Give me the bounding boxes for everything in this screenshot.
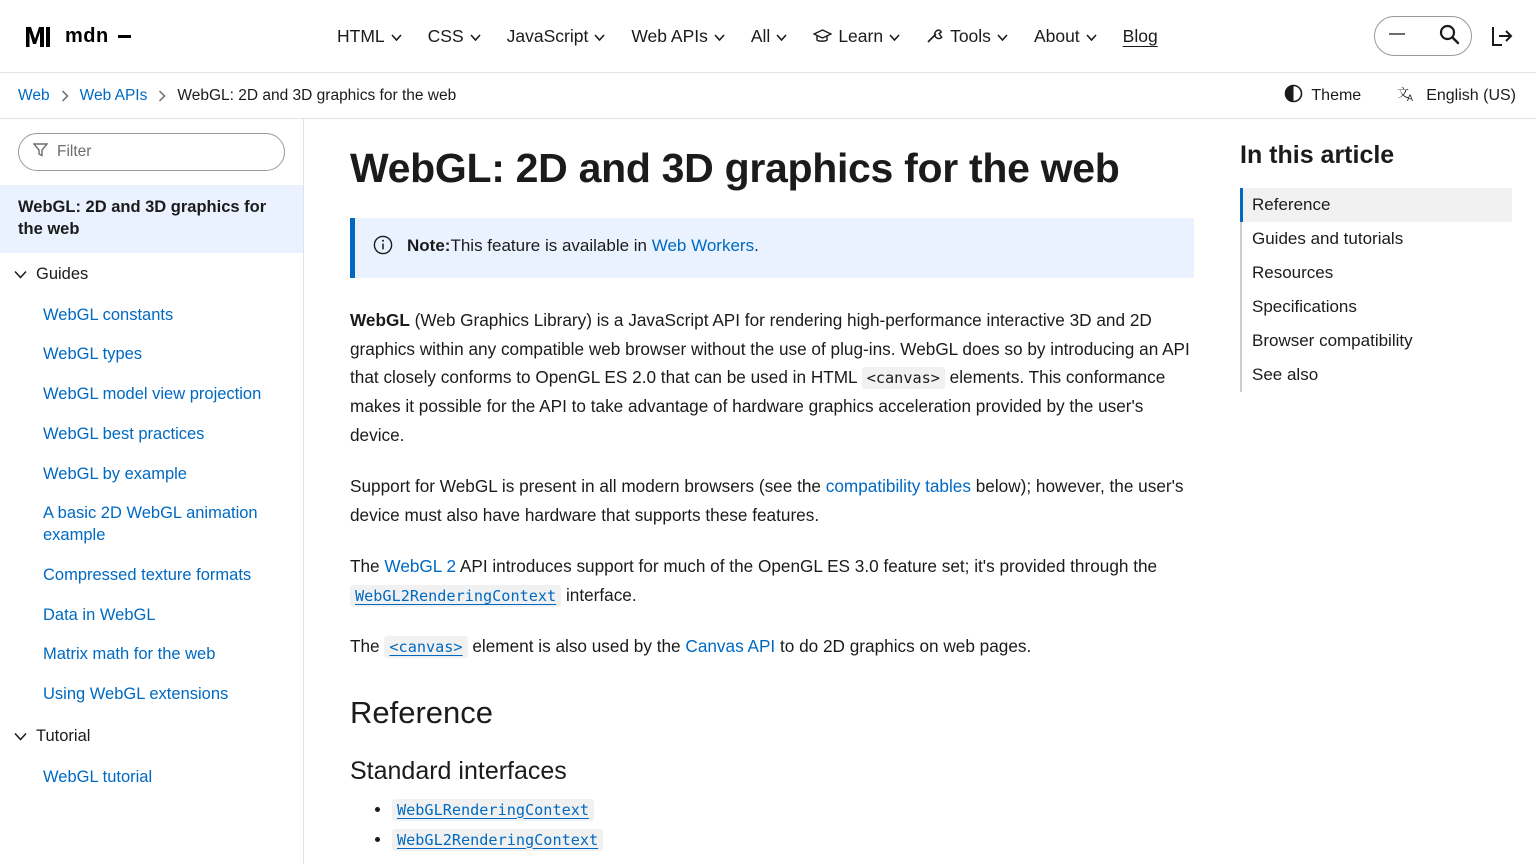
nav-item-about[interactable] [1034,26,1097,47]
sidebar-item-basic-2d-webgl-animation-example[interactable]: A basic 2D WebGL animation example [43,504,258,545]
chevron-down-icon [14,265,27,284]
sidebar-item-data-in-webgl[interactable]: Data in WebGL [43,605,156,624]
nav-label: Blog [1122,25,1158,46]
sidebar-item-webgl-by-example[interactable]: WebGL by example [43,464,187,483]
nav-label: Tools [950,25,991,46]
paragraph-canvas-part3: to do 2D graphics on web pages. [775,635,1032,656]
codelink-webgl2renderingcontext[interactable]: WebGL2RenderingContext [350,585,561,607]
sidebar-filter-placeholder: Filter [57,143,92,160]
sidebar-section-label: Tutorial [36,726,91,745]
nav-label: HTML [337,25,385,46]
info-icon [373,235,393,263]
translate-icon [1397,84,1418,108]
top-bar-actions [1374,16,1516,56]
chevron-down-icon [714,34,725,41]
theme-icon [1284,84,1303,108]
filter-icon [33,142,48,162]
toc-list [1240,188,1512,392]
sidebar-section-tutorial[interactable] [0,715,303,758]
codelink-webglrenderingcontext[interactable]: WebGLRenderingContext [392,799,594,821]
link-canvas-api[interactable]: Canvas API [685,635,776,656]
codelink-webgl2renderingcontext-list[interactable]: WebGL2RenderingContext [392,829,603,851]
main-menu [121,26,1374,47]
language-label: English (US) [1426,86,1516,104]
toc-item-guides-and-tutorials[interactable]: Guides and tutorials [1252,229,1404,248]
heading-standard-interfaces: Standard interfaces [350,756,567,785]
chevron-down-icon [470,34,481,41]
nav-item-learn[interactable] [813,26,900,47]
page-title: WebGL: 2D and 3D graphics for the web [350,145,1120,191]
sidebar-filter-wrapper [0,133,303,185]
paragraph-intro [350,306,1194,450]
paragraph-canvas [350,632,1194,661]
nav-item-css[interactable] [428,26,481,47]
search-icon [1437,22,1461,51]
svg-text:A: A [1407,92,1414,103]
chevron-right-icon [61,90,69,102]
nav-label: All [750,25,771,46]
list-item [392,830,1194,850]
chevron-down-icon [14,727,27,746]
link-compatibility-tables[interactable]: compatibility tables [825,476,971,497]
sidebar-item-compressed-texture-formats[interactable]: Compressed texture formats [43,565,252,584]
paragraph-canvas-part2: element is also used by the [467,635,686,656]
nav-item-web-apis[interactable] [631,26,725,47]
nav-item-blog[interactable] [1123,26,1158,47]
nav-label: JavaScript [506,25,589,46]
paragraph-support [350,472,1194,530]
interface-list [350,800,1194,850]
mdn-logo-text: mdn [65,24,109,47]
search-shortcut-hint [1389,33,1405,35]
link-webgl-2[interactable]: WebGL 2 [384,555,457,576]
nav-label: Learn [838,25,884,46]
toc-item-browser-compatibility[interactable]: Browser compatibility [1252,331,1413,350]
language-switcher[interactable] [1397,84,1516,108]
note-label: Note: [407,236,451,256]
chevron-down-icon [391,34,402,41]
theme-switcher[interactable] [1284,84,1361,108]
sidebar-item-webgl-tutorial[interactable]: WebGL tutorial [43,767,153,786]
list-item [392,800,1194,820]
breadcrumb-item-web[interactable]: Web [18,86,50,104]
search-input[interactable] [1374,16,1472,56]
top-navigation-bar [0,0,1536,73]
paragraph-webgl2-part3: interface. [561,584,637,605]
nav-item-all[interactable] [751,26,787,47]
graduation-cap-icon [813,29,832,44]
page-body [0,119,1536,864]
chevron-down-icon [1086,34,1097,41]
note-text-after: . [754,236,759,256]
table-of-contents [1240,119,1536,864]
chevron-right-icon [158,90,166,102]
chevron-down-icon [594,34,605,41]
sidebar-section-label: Guides [36,264,89,283]
sidebar-item-webgl-types[interactable]: WebGL types [43,345,143,364]
paragraph-intro-part1: (Web Graphics Library) is a JavaScript API for rendering high-performance interactive 3D and 2D graphics within any compatible web browser without the use of plug-ins. WebGL does so by introducing an API that closely conforms to OpenGL ES 2.0 that can be used in HTML [350,309,1190,388]
sidebar-item-using-webgl-extensions[interactable]: Using WebGL extensions [43,685,229,704]
note-link-web-workers[interactable]: Web Workers [651,236,755,256]
breadcrumb [18,87,456,105]
sidebar-section-guides[interactable] [0,253,303,296]
nav-label: Web APIs [631,25,708,46]
theme-label: Theme [1311,86,1362,104]
sidebar-item-matrix-math-for-the-web[interactable]: Matrix math for the web [43,645,216,664]
chevron-down-icon [776,34,787,41]
sidebar-item-webgl-constants[interactable]: WebGL constants [43,305,174,324]
mdn-logo[interactable] [20,23,131,49]
toc-item-resources[interactable]: Resources [1252,263,1334,282]
paragraph-canvas-part1: The [350,635,385,656]
paragraph-intro-bold: WebGL [350,309,410,330]
breadcrumb-item-web-apis[interactable]: Web APIs [79,86,148,104]
sidebar-filter-input[interactable] [18,133,285,171]
paragraph-webgl2 [350,552,1194,610]
paragraph-webgl2-part1: The [350,555,385,576]
breadcrumb-bar [0,73,1536,119]
nav-label: About [1033,25,1080,46]
sidebar-item-webgl-model-view-projection[interactable]: WebGL model view projection [43,385,262,404]
nav-item-html[interactable] [337,26,402,47]
paragraph-intro-part2: elements. This conformance makes it possible for the API to take advantage of hardware graphics acceleration provided by the user's device. [350,367,1166,446]
sidebar-item-webgl-best-practices[interactable]: WebGL best practices [43,424,205,443]
toc-item-reference[interactable]: Reference [1240,188,1512,222]
toc-item-see-also[interactable]: See also [1252,365,1319,384]
chevron-down-icon [889,34,900,41]
sidebar [0,119,304,864]
login-icon[interactable] [1490,24,1516,48]
note-callout [350,218,1194,278]
nav-label: CSS [427,25,464,46]
note-text-before: This feature is available in [450,236,652,256]
paragraph-support-part1: Support for WebGL is present in all modern browsers (see the [350,476,826,497]
svg-text:文: 文 [1397,85,1410,100]
codelink-canvas[interactable]: <canvas> [384,636,467,658]
mdn-logo-mark [24,23,58,49]
article-content [304,119,1240,864]
breadcrumb-item-current: WebGL: 2D and 3D graphics for the web [177,86,457,104]
note-text [407,233,759,259]
paragraph-support-part2: below); however, the user's device must also have hardware that supports these features. [350,476,1184,525]
nav-item-javascript[interactable] [507,26,606,47]
sidebar-item-current-page[interactable]: WebGL: 2D and 3D graphics for the web [0,185,303,253]
wrench-icon [926,28,944,44]
nav-item-tools[interactable] [926,26,1008,47]
inline-code-canvas: <canvas> [862,367,945,389]
paragraph-webgl2-part2: API introduces support for much of the OpenGL ES 3.0 feature set; it's provided through the [456,555,1158,576]
breadcrumb-actions [1284,84,1516,108]
chevron-down-icon [997,34,1008,41]
toc-title: In this article [1240,141,1395,169]
toc-item-specifications[interactable]: Specifications [1252,297,1357,316]
heading-reference: Reference [350,694,494,730]
